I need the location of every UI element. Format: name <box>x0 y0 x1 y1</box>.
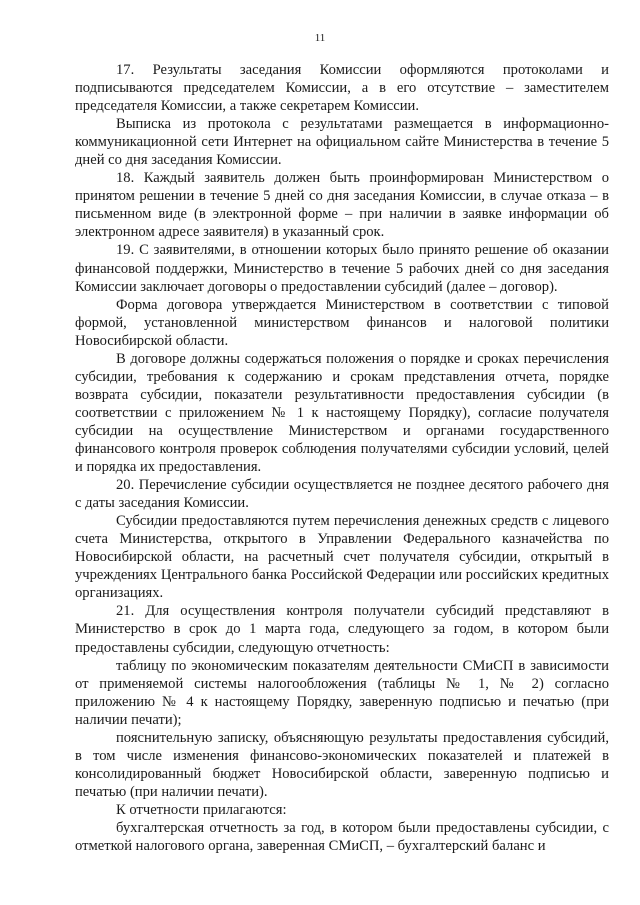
page-number: 11 <box>314 32 326 44</box>
paragraph-19-contracts: 19. С заявителями, в отношении которых было принято решение об оказании финансовой поддержки, Министерство в течение 5 рабочих дней со дня заседания Комиссии заключает договоры о предоставлении субсидий (далее – договор). <box>75 242 609 295</box>
paragraph-economic-table: таблицу по экономическим показателям деятельности СМиСП в зависимости от применяемой системы налогообложения (таблицы № 1, № 2) согласно приложению № 4 к настоящему Порядку, заверенную подписью и печатью (при наличии печати); <box>75 657 609 728</box>
paragraph-contract-provisions: В договоре должны содержаться положения о порядке и сроках перечисления субсидии, требования к содержанию и срокам представления отчета, порядке возврата субсидии, показатели результативности предоставления субсидии (в соответствии с приложением № 1 к настоящему Порядку), согласие получателя субсидии на осуществление Министерством и органами государственного финансового контроля проверок соблюдения получателями субсидии условий, целей и порядка их предоставления. <box>75 350 609 476</box>
paragraph-protocol-extract: Выписка из протокола с результатами размещается в информационно-коммуникационной сети Интернет на официальном сайте Министерства в течение 5 дней со дня заседания Комиссии. <box>75 116 609 169</box>
paragraph-explanatory-note: пояснительную записку, объясняющую результаты предоставления субсидий, в том числе изменения финансово-экономических показателей и платежей в консолидированный бюджет Новосибирской области, заверенную подписью и печатью (при наличии печати). <box>75 729 609 800</box>
paragraph-subsidy-transfer-account: Субсидии предоставляются путем перечисления денежных средств с лицевого счета Министерства, открытого в Управлении Федерального казначейства по Новосибирской области, на расчетный счет получателя субсидии, открытый в учреждениях Центрального банка Российской Федерации или российских кредитных организациях. <box>75 513 609 602</box>
paragraph-contract-form: Форма договора утверждается Министерством в соответствии с типовой формой, установленной министерством финансов и налоговой политики Новосибирской области. <box>75 296 609 349</box>
paragraph-20-transfer: 20. Перечисление субсидии осуществляется не позднее десятого рабочего дня с даты заседания Комиссии. <box>75 477 609 512</box>
paragraph-attachments-heading: К отчетности прилагаются: <box>116 801 287 818</box>
paragraph-21-reporting: 21. Для осуществления контроля получатели субсидий представляют в Министерство в срок до 1 марта года, следующего за годом, в котором были предоставлены субсидии, следующую отчетность: <box>75 603 609 656</box>
document-body <box>75 61 609 855</box>
paragraph-17-results: 17. Результаты заседания Комиссии оформляются протоколами и подписываются председателем Комиссии, а в его отсутствие – заместителем председателя Комиссии, а также секретарем Комиссии. <box>75 62 609 115</box>
paragraph-18-notification: 18. Каждый заявитель должен быть проинформирован Министерством о принятом решении в течение 5 дней со дня заседания Комиссии, в случае отказа – в письменном виде (в электронной форме – при наличии в заявке информации об электронном адресе заявителя) в указанный срок. <box>75 170 609 241</box>
paragraph-accounting-report: бухгалтерская отчетность за год, в котором были предоставлены субсидии, с отметкой налогового органа, заверенная СМиСП, – бухгалтерский баланс и <box>75 819 609 855</box>
